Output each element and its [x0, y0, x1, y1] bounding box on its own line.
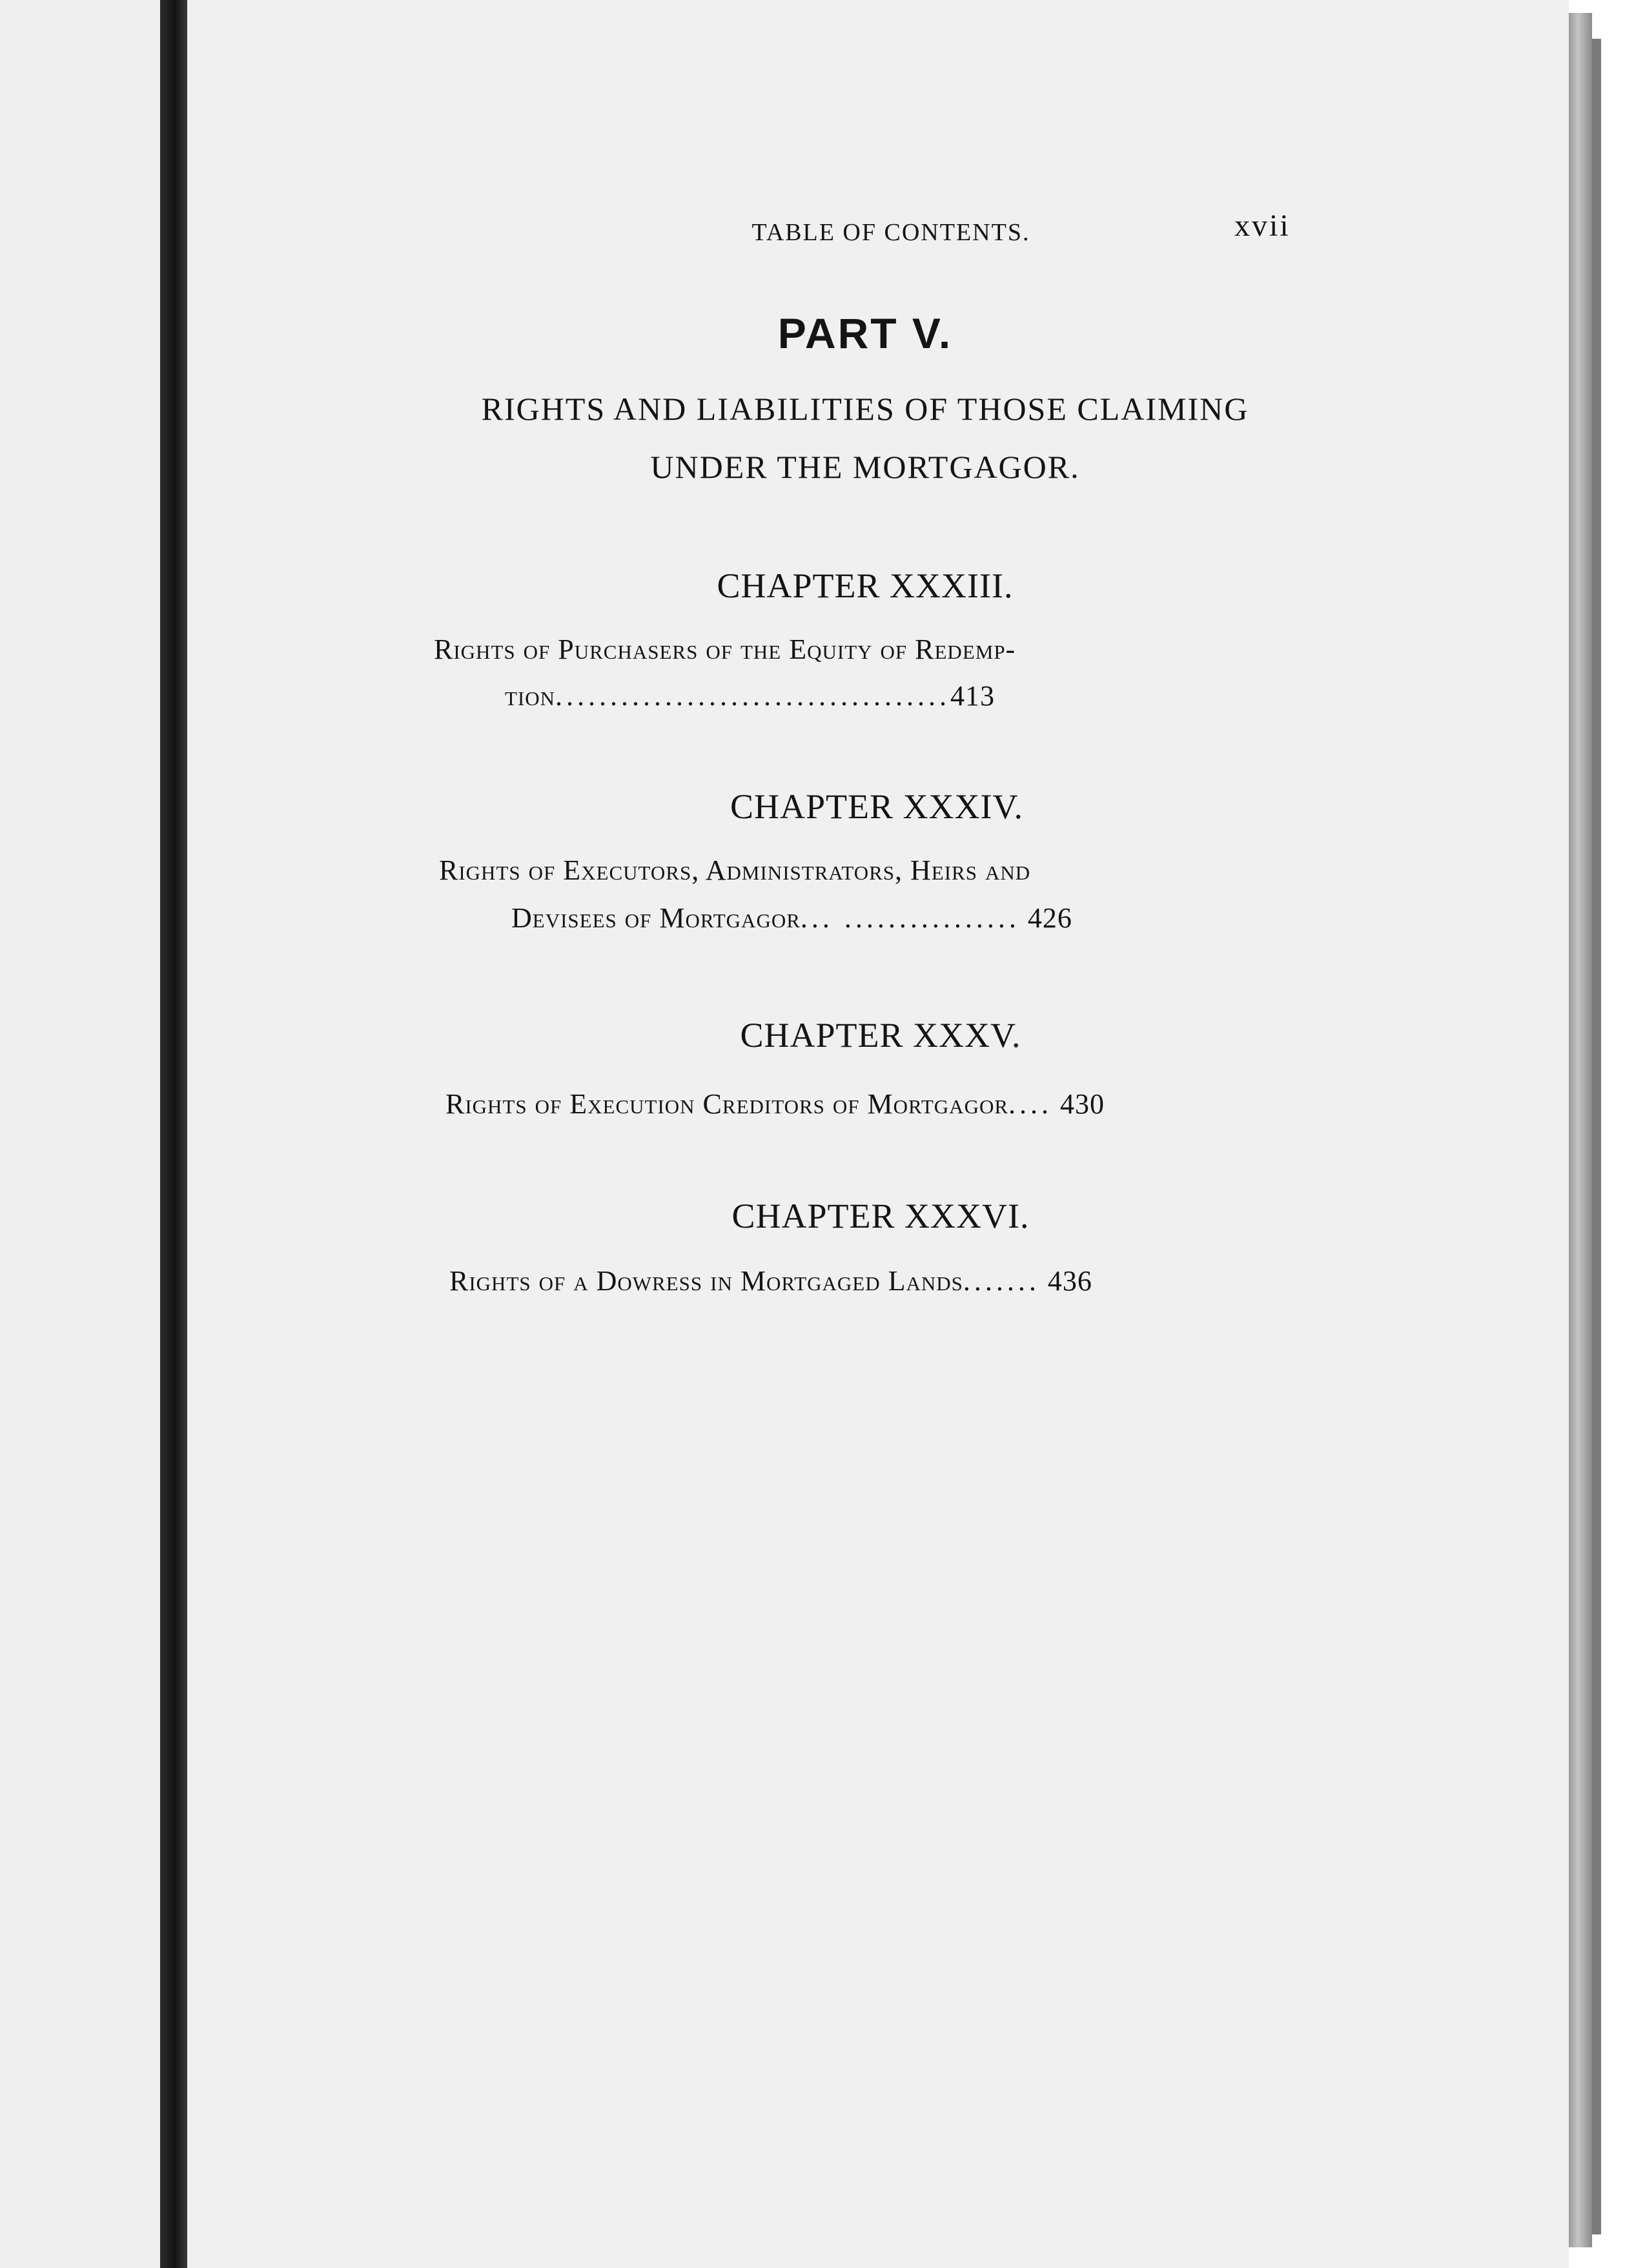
- dot-leader: .......: [963, 1265, 1040, 1297]
- toc-entry-text: Devisees of Mortgagor: [511, 902, 801, 934]
- toc-entry-text: Rights of Execution Creditors of Mortgagor: [445, 1088, 1009, 1120]
- dot-leader: ....................................: [555, 680, 951, 712]
- page-stack-edge: [1569, 13, 1592, 2247]
- page-stack-shadow: [1592, 39, 1601, 2234]
- toc-entry-title-cont: [505, 679, 995, 712]
- toc-entry-title-cont: [511, 902, 1072, 934]
- facing-page-edge: [0, 0, 160, 2268]
- toc-page-number: 426: [1027, 902, 1072, 934]
- dot-leader: ... ................: [800, 902, 1020, 934]
- toc-page-number: 413: [950, 680, 996, 712]
- toc-entry-title: Rights of Executors, Administrators, Heirs and: [439, 854, 1031, 886]
- part-subtitle-line2: UNDER THE MORTGAGOR.: [650, 449, 1080, 485]
- dot-leader: ....: [1008, 1088, 1053, 1120]
- chapter-heading: CHAPTER XXXIV.: [730, 787, 1024, 826]
- part-subtitle-line1: RIGHTS AND LIABILITIES OF THOSE CLAIMING: [481, 391, 1249, 427]
- toc-page-number: 430: [1060, 1088, 1105, 1120]
- chapter-heading: CHAPTER XXXIII.: [717, 566, 1014, 605]
- toc-entry: [445, 1088, 1105, 1120]
- book-gutter: [160, 0, 187, 2268]
- toc-entry-text: Rights of a Dowress in Mortgaged Lands: [449, 1265, 963, 1297]
- page-number: xvii: [1234, 209, 1291, 243]
- toc-entry: [449, 1264, 1092, 1297]
- chapter-heading: CHAPTER XXXVI.: [731, 1197, 1030, 1235]
- toc-entry-title: Rights of Purchasers of the Equity of Redemp-: [434, 634, 1016, 665]
- toc-page-number: 436: [1047, 1265, 1092, 1297]
- part-title: PART V.: [777, 309, 953, 357]
- running-head: TABLE OF CONTENTS.: [751, 219, 1030, 246]
- toc-entry-text: tion: [505, 680, 556, 712]
- chapter-heading: CHAPTER XXXV.: [740, 1016, 1021, 1055]
